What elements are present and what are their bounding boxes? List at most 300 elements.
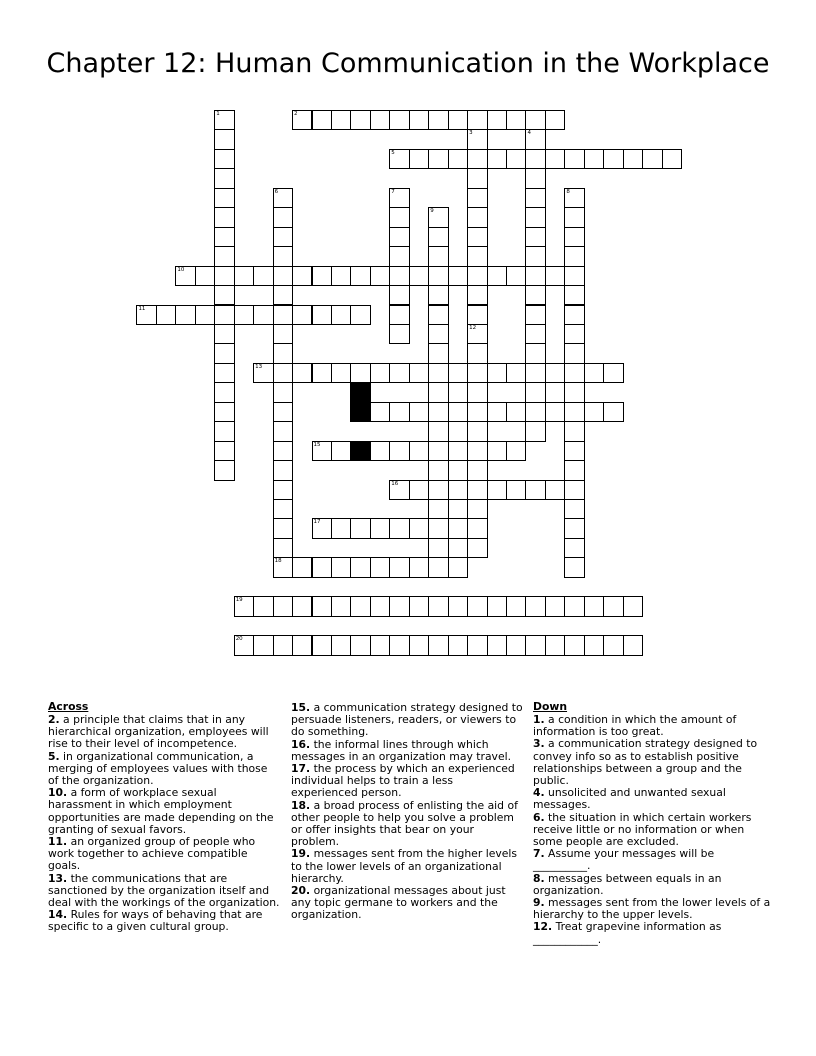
crossword-cell[interactable]	[409, 149, 429, 169]
crossword-cell[interactable]	[525, 129, 545, 149]
crossword-cell[interactable]	[350, 110, 370, 130]
crossword-cell[interactable]	[331, 518, 351, 538]
crossword-cell[interactable]	[506, 402, 526, 422]
crossword-cell[interactable]	[175, 266, 195, 286]
crossword-cell[interactable]	[331, 305, 351, 325]
crossword-cell[interactable]	[389, 246, 409, 266]
crossword-cell[interactable]	[584, 363, 604, 383]
crossword-cell[interactable]	[273, 246, 293, 266]
crossword-cell[interactable]	[312, 557, 332, 577]
crossword-cell[interactable]	[389, 266, 409, 286]
crossword-cell[interactable]	[448, 110, 468, 130]
crossword-cell[interactable]	[506, 596, 526, 616]
crossword-cell[interactable]	[428, 324, 448, 344]
crossword-cell[interactable]	[214, 129, 234, 149]
crossword-cell[interactable]	[312, 518, 332, 538]
crossword-cell[interactable]	[525, 402, 545, 422]
crossword-cell[interactable]	[467, 305, 487, 325]
crossword-cell[interactable]	[467, 129, 487, 149]
crossword-cell[interactable]	[409, 441, 429, 461]
crossword-cell[interactable]	[564, 324, 584, 344]
crossword-cell[interactable]	[564, 266, 584, 286]
crossword-cell[interactable]	[273, 285, 293, 305]
crossword-cell[interactable]	[389, 110, 409, 130]
crossword-cell[interactable]	[156, 305, 176, 325]
clue-number-label: 3.	[533, 737, 545, 751]
crossword-cell[interactable]	[234, 305, 254, 325]
crossword-cell[interactable]	[487, 635, 507, 655]
crossword-cell[interactable]	[564, 538, 584, 558]
crossword-cell[interactable]	[564, 596, 584, 616]
crossword-cell[interactable]	[331, 110, 351, 130]
crossword-cell[interactable]	[506, 441, 526, 461]
crossword-cell[interactable]	[603, 635, 623, 655]
crossword-cell[interactable]	[428, 596, 448, 616]
crossword-cell[interactable]	[467, 538, 487, 558]
across-heading: Across	[48, 700, 89, 713]
crossword-cell[interactable]	[428, 207, 448, 227]
crossword-cell[interactable]	[409, 596, 429, 616]
crossword-cell[interactable]	[273, 499, 293, 519]
clue-number: 11	[138, 305, 146, 312]
crossword-cell[interactable]	[292, 266, 312, 286]
crossword-cell[interactable]	[487, 480, 507, 500]
crossword-cell[interactable]	[506, 149, 526, 169]
crossword-cell[interactable]	[487, 363, 507, 383]
crossword-cell[interactable]	[350, 635, 370, 655]
clue-number: 14	[352, 402, 360, 409]
crossword-cell[interactable]	[564, 499, 584, 519]
crossword-cell[interactable]	[467, 168, 487, 188]
crossword-cell[interactable]	[545, 402, 565, 422]
crossword-cell[interactable]	[467, 635, 487, 655]
crossword-cell[interactable]	[506, 635, 526, 655]
crossword-cell[interactable]	[312, 266, 332, 286]
crossword-cell[interactable]	[312, 110, 332, 130]
crossword-cell[interactable]	[234, 266, 254, 286]
crossword-cell[interactable]	[428, 460, 448, 480]
crossword-cell[interactable]	[545, 596, 565, 616]
crossword-cell[interactable]	[370, 402, 390, 422]
crossword-cell[interactable]	[331, 596, 351, 616]
crossword-cell[interactable]	[564, 382, 584, 402]
crossword-cell[interactable]	[389, 518, 409, 538]
crossword-cell[interactable]	[389, 441, 409, 461]
crossword-cell[interactable]	[370, 596, 390, 616]
crossword-cell[interactable]	[214, 402, 234, 422]
crossword-cell[interactable]	[409, 363, 429, 383]
crossword-cell[interactable]	[214, 266, 234, 286]
clue-number-label: 19.	[291, 847, 311, 861]
crossword-cell[interactable]	[467, 596, 487, 616]
crossword-cell[interactable]	[175, 305, 195, 325]
crossword-cell[interactable]	[273, 305, 293, 325]
crossword-cell[interactable]	[525, 227, 545, 247]
crossword-cell[interactable]	[428, 382, 448, 402]
crossword-cell[interactable]	[487, 149, 507, 169]
crossword-cell[interactable]	[525, 305, 545, 325]
crossword-cell[interactable]	[564, 227, 584, 247]
crossword-cell[interactable]	[273, 557, 293, 577]
crossword-cell[interactable]	[273, 635, 293, 655]
crossword-cell[interactable]	[312, 441, 332, 461]
crossword-cell[interactable]	[487, 441, 507, 461]
crossword-cell[interactable]	[525, 168, 545, 188]
crossword-cell[interactable]	[564, 363, 584, 383]
crossword-cell[interactable]	[273, 518, 293, 538]
crossword-cell[interactable]	[545, 363, 565, 383]
crossword-cell[interactable]	[214, 227, 234, 247]
crossword-cell[interactable]	[292, 557, 312, 577]
crossword-cell[interactable]	[467, 518, 487, 538]
crossword-cell[interactable]	[467, 460, 487, 480]
crossword-cell[interactable]	[448, 441, 468, 461]
crossword-cell[interactable]	[603, 149, 623, 169]
crossword-cell[interactable]	[448, 363, 468, 383]
crossword-cell[interactable]	[623, 635, 643, 655]
crossword-cell[interactable]	[389, 635, 409, 655]
across-clue	[291, 800, 523, 849]
crossword-cell[interactable]	[292, 305, 312, 325]
crossword-cell[interactable]	[195, 266, 215, 286]
crossword-cell[interactable]	[214, 343, 234, 363]
crossword-cell[interactable]	[389, 402, 409, 422]
crossword-cell[interactable]	[525, 363, 545, 383]
crossword-cell[interactable]	[350, 596, 370, 616]
crossword-cell[interactable]	[467, 188, 487, 208]
crossword-cell[interactable]	[273, 188, 293, 208]
crossword-cell[interactable]	[273, 538, 293, 558]
crossword-cell[interactable]	[350, 363, 370, 383]
crossword-cell[interactable]	[467, 207, 487, 227]
crossword-cell[interactable]	[467, 110, 487, 130]
crossword-cell[interactable]	[525, 480, 545, 500]
crossword-cell[interactable]	[525, 635, 545, 655]
crossword-cell[interactable]	[428, 266, 448, 286]
down-clue	[533, 848, 771, 872]
crossword-cell[interactable]	[409, 635, 429, 655]
crossword-cell[interactable]	[545, 480, 565, 500]
crossword-cell[interactable]	[370, 518, 390, 538]
crossword-cell[interactable]	[370, 110, 390, 130]
crossword-cell[interactable]	[331, 635, 351, 655]
crossword-cell[interactable]	[467, 266, 487, 286]
crossword-cell[interactable]	[273, 480, 293, 500]
crossword-cell[interactable]	[564, 402, 584, 422]
crossword-cell[interactable]	[564, 305, 584, 325]
crossword-cell[interactable]	[273, 207, 293, 227]
crossword-cell[interactable]	[545, 149, 565, 169]
crossword-cell[interactable]	[467, 402, 487, 422]
crossword-cell[interactable]	[467, 441, 487, 461]
crossword-cell[interactable]	[564, 441, 584, 461]
crossword-cell[interactable]	[623, 596, 643, 616]
crossword-cell[interactable]	[525, 324, 545, 344]
crossword-cell[interactable]	[214, 382, 234, 402]
crossword-cell[interactable]	[214, 305, 234, 325]
crossword-cell[interactable]	[545, 266, 565, 286]
crossword-cell[interactable]	[389, 207, 409, 227]
down-clue	[533, 897, 771, 921]
crossword-cell[interactable]	[448, 480, 468, 500]
crossword-cell[interactable]	[214, 441, 234, 461]
clue-text: Treat grapevine information as ____________.	[533, 920, 722, 946]
crossword-cell[interactable]	[467, 227, 487, 247]
crossword-cell[interactable]	[195, 305, 215, 325]
crossword-cell[interactable]	[331, 266, 351, 286]
crossword-cell[interactable]	[506, 363, 526, 383]
crossword-cell[interactable]	[350, 518, 370, 538]
crossword-cell[interactable]	[312, 635, 332, 655]
crossword-cell[interactable]	[273, 596, 293, 616]
clue-number-label: 14.	[48, 908, 68, 922]
crossword-cell[interactable]	[564, 343, 584, 363]
crossword-cell[interactable]	[253, 305, 273, 325]
crossword-cell[interactable]	[525, 149, 545, 169]
crossword-cell[interactable]	[525, 110, 545, 130]
crossword-cell[interactable]	[603, 596, 623, 616]
crossword-cell[interactable]	[389, 596, 409, 616]
crossword-cell[interactable]	[331, 557, 351, 577]
crossword-cell[interactable]	[525, 188, 545, 208]
crossword-cell[interactable]	[428, 499, 448, 519]
crossword-cell[interactable]	[350, 266, 370, 286]
crossword-cell[interactable]	[389, 285, 409, 305]
crossword-cell[interactable]	[545, 110, 565, 130]
crossword-cell[interactable]	[273, 421, 293, 441]
crossword-cell[interactable]	[448, 266, 468, 286]
crossword-cell[interactable]	[214, 149, 234, 169]
crossword-cell[interactable]	[506, 480, 526, 500]
crossword-cell[interactable]	[564, 207, 584, 227]
crossword-cell[interactable]	[467, 324, 487, 344]
crossword-cell[interactable]	[214, 246, 234, 266]
clue-text: messages sent from the higher levels to the lower levels of an organizational hierarchy.	[291, 847, 517, 885]
crossword-cell[interactable]	[273, 402, 293, 422]
crossword-cell[interactable]	[428, 343, 448, 363]
crossword-cell[interactable]	[467, 499, 487, 519]
crossword-cell[interactable]	[273, 382, 293, 402]
across-clue	[48, 751, 280, 788]
crossword-cell[interactable]	[428, 557, 448, 577]
crossword-cell[interactable]	[409, 110, 429, 130]
clue-number: 5	[391, 149, 395, 156]
clue-number: 16	[391, 480, 399, 487]
crossword-cell[interactable]	[525, 343, 545, 363]
crossword-cell[interactable]	[389, 324, 409, 344]
crossword-cell[interactable]	[448, 518, 468, 538]
crossword-cell[interactable]	[136, 305, 156, 325]
crossword-cell[interactable]	[292, 635, 312, 655]
crossword-cell[interactable]	[525, 421, 545, 441]
crossword-cell[interactable]	[564, 460, 584, 480]
crossword-cell[interactable]	[564, 285, 584, 305]
clue-number-label: 2.	[48, 713, 60, 726]
crossword-cell[interactable]	[312, 596, 332, 616]
across-clue	[291, 885, 523, 922]
crossword-cell[interactable]	[253, 266, 273, 286]
crossword-cell[interactable]	[642, 149, 662, 169]
across-clue	[48, 714, 280, 751]
crossword-cell[interactable]	[253, 635, 273, 655]
crossword-cell[interactable]	[214, 460, 234, 480]
clue-text: the informal lines through which messages in an organization may travel.	[291, 737, 512, 763]
crossword-cell[interactable]	[564, 149, 584, 169]
crossword-cell[interactable]	[506, 266, 526, 286]
crossword-cell[interactable]	[292, 363, 312, 383]
crossword-cell[interactable]	[525, 285, 545, 305]
crossword-cell[interactable]	[603, 402, 623, 422]
crossword-cell[interactable]	[467, 382, 487, 402]
crossword-cell[interactable]	[467, 480, 487, 500]
clue-number: 8	[566, 188, 570, 195]
crossword-cell[interactable]	[273, 460, 293, 480]
crossword-cell[interactable]	[273, 441, 293, 461]
crossword-cell[interactable]	[350, 557, 370, 577]
crossword-cell[interactable]	[506, 110, 526, 130]
crossword-cell[interactable]	[331, 363, 351, 383]
crossword-block	[350, 441, 370, 461]
crossword-cell[interactable]	[467, 285, 487, 305]
crossword-cell[interactable]	[370, 441, 390, 461]
crossword-cell[interactable]	[312, 305, 332, 325]
crossword-cell[interactable]	[253, 363, 273, 383]
crossword-cell[interactable]	[525, 246, 545, 266]
crossword-cell[interactable]	[487, 110, 507, 130]
clue-number-label: 10.	[48, 786, 68, 800]
crossword-cell[interactable]	[389, 557, 409, 577]
clue-text: a principle that claims that in any hierarchical organization, employees will rise to their level of incompetence.	[48, 713, 269, 751]
crossword-cell[interactable]	[525, 596, 545, 616]
crossword-cell[interactable]	[564, 557, 584, 577]
crossword-cell[interactable]	[273, 363, 293, 383]
crossword-cell[interactable]	[214, 110, 234, 130]
crossword-cell[interactable]	[331, 441, 351, 461]
crossword-cell[interactable]	[253, 596, 273, 616]
clue-number: 3	[469, 130, 473, 137]
crossword-cell[interactable]	[428, 441, 448, 461]
crossword-block	[350, 402, 370, 422]
crossword-cell[interactable]	[292, 110, 312, 130]
crossword-cell[interactable]	[467, 149, 487, 169]
crossword-cell[interactable]	[487, 402, 507, 422]
crossword-cell[interactable]	[273, 324, 293, 344]
crossword-cell[interactable]	[370, 363, 390, 383]
crossword-cell[interactable]	[389, 188, 409, 208]
crossword-cell[interactable]	[370, 635, 390, 655]
crossword-cell[interactable]	[564, 421, 584, 441]
crossword-cell[interactable]	[448, 557, 468, 577]
crossword-cell[interactable]	[214, 285, 234, 305]
crossword-cell[interactable]	[389, 305, 409, 325]
crossword-cell[interactable]	[370, 557, 390, 577]
crossword-cell[interactable]	[487, 596, 507, 616]
crossword-cell[interactable]	[525, 382, 545, 402]
crossword-cell[interactable]	[234, 635, 254, 655]
crossword-cell[interactable]	[428, 227, 448, 247]
crossword-cell[interactable]	[428, 149, 448, 169]
crossword-cell[interactable]	[467, 246, 487, 266]
crossword-cell[interactable]	[584, 635, 604, 655]
crossword-cell[interactable]	[662, 149, 682, 169]
crossword-cell[interactable]	[389, 149, 409, 169]
crossword-cell[interactable]	[214, 168, 234, 188]
crossword-cell[interactable]	[487, 266, 507, 286]
crossword-cell[interactable]	[428, 538, 448, 558]
crossword-cell[interactable]	[525, 207, 545, 227]
crossword-cell[interactable]	[525, 266, 545, 286]
crossword-cell[interactable]	[234, 596, 254, 616]
clue-text: in organizational communication, a merging of employees values with those of the organization.	[48, 749, 268, 788]
crossword-cell[interactable]	[214, 421, 234, 441]
crossword-cell[interactable]	[467, 343, 487, 363]
crossword-cell[interactable]	[428, 285, 448, 305]
crossword-cell[interactable]	[273, 343, 293, 363]
crossword-cell[interactable]	[623, 149, 643, 169]
crossword-cell[interactable]	[428, 402, 448, 422]
crossword-cell[interactable]	[409, 557, 429, 577]
crossword-cell[interactable]	[603, 363, 623, 383]
crossword-cell[interactable]	[409, 480, 429, 500]
crossword-cell[interactable]	[564, 480, 584, 500]
crossword-cell[interactable]	[389, 480, 409, 500]
crossword-cell[interactable]	[389, 363, 409, 383]
crossword-cell[interactable]	[312, 363, 332, 383]
crossword-cell[interactable]	[273, 266, 293, 286]
crossword-cell[interactable]	[428, 110, 448, 130]
crossword-cell[interactable]	[389, 227, 409, 247]
crossword-cell[interactable]	[564, 635, 584, 655]
crossword-cell[interactable]	[292, 596, 312, 616]
crossword-cell[interactable]	[564, 246, 584, 266]
crossword-cell[interactable]	[370, 266, 390, 286]
crossword-cell[interactable]	[428, 518, 448, 538]
crossword-cell[interactable]	[584, 149, 604, 169]
crossword-cell[interactable]	[428, 363, 448, 383]
across-clues-column-2	[291, 700, 523, 922]
crossword-cell[interactable]	[214, 207, 234, 227]
crossword-cell[interactable]	[448, 596, 468, 616]
crossword-cell[interactable]	[467, 421, 487, 441]
crossword-cell[interactable]	[428, 480, 448, 500]
clue-number-label: 13.	[48, 871, 68, 885]
crossword-cell[interactable]	[584, 596, 604, 616]
crossword-cell[interactable]	[448, 149, 468, 169]
crossword-cell[interactable]	[214, 188, 234, 208]
crossword-cell[interactable]	[545, 635, 565, 655]
crossword-cell[interactable]	[584, 402, 604, 422]
crossword-cell[interactable]	[564, 518, 584, 538]
crossword-cell[interactable]	[409, 518, 429, 538]
clue-text: Rules for ways of behaving that are specific to a given cultural group.	[48, 908, 263, 934]
crossword-cell[interactable]	[448, 402, 468, 422]
crossword-cell[interactable]	[467, 363, 487, 383]
crossword-cell[interactable]	[273, 227, 293, 247]
crossword-cell[interactable]	[409, 266, 429, 286]
crossword-cell[interactable]	[564, 188, 584, 208]
crossword-cell[interactable]	[214, 363, 234, 383]
crossword-cell[interactable]	[448, 635, 468, 655]
crossword-cell[interactable]	[428, 305, 448, 325]
crossword-cell[interactable]	[409, 402, 429, 422]
crossword-cell[interactable]	[428, 421, 448, 441]
clue-text: messages sent from the lower levels of a hierarchy to the upper levels.	[533, 896, 771, 922]
crossword-cell[interactable]	[214, 324, 234, 344]
crossword-cell[interactable]	[350, 305, 370, 325]
crossword-cell[interactable]	[428, 246, 448, 266]
across-clues-column-1	[48, 700, 280, 934]
crossword-cell[interactable]	[428, 635, 448, 655]
